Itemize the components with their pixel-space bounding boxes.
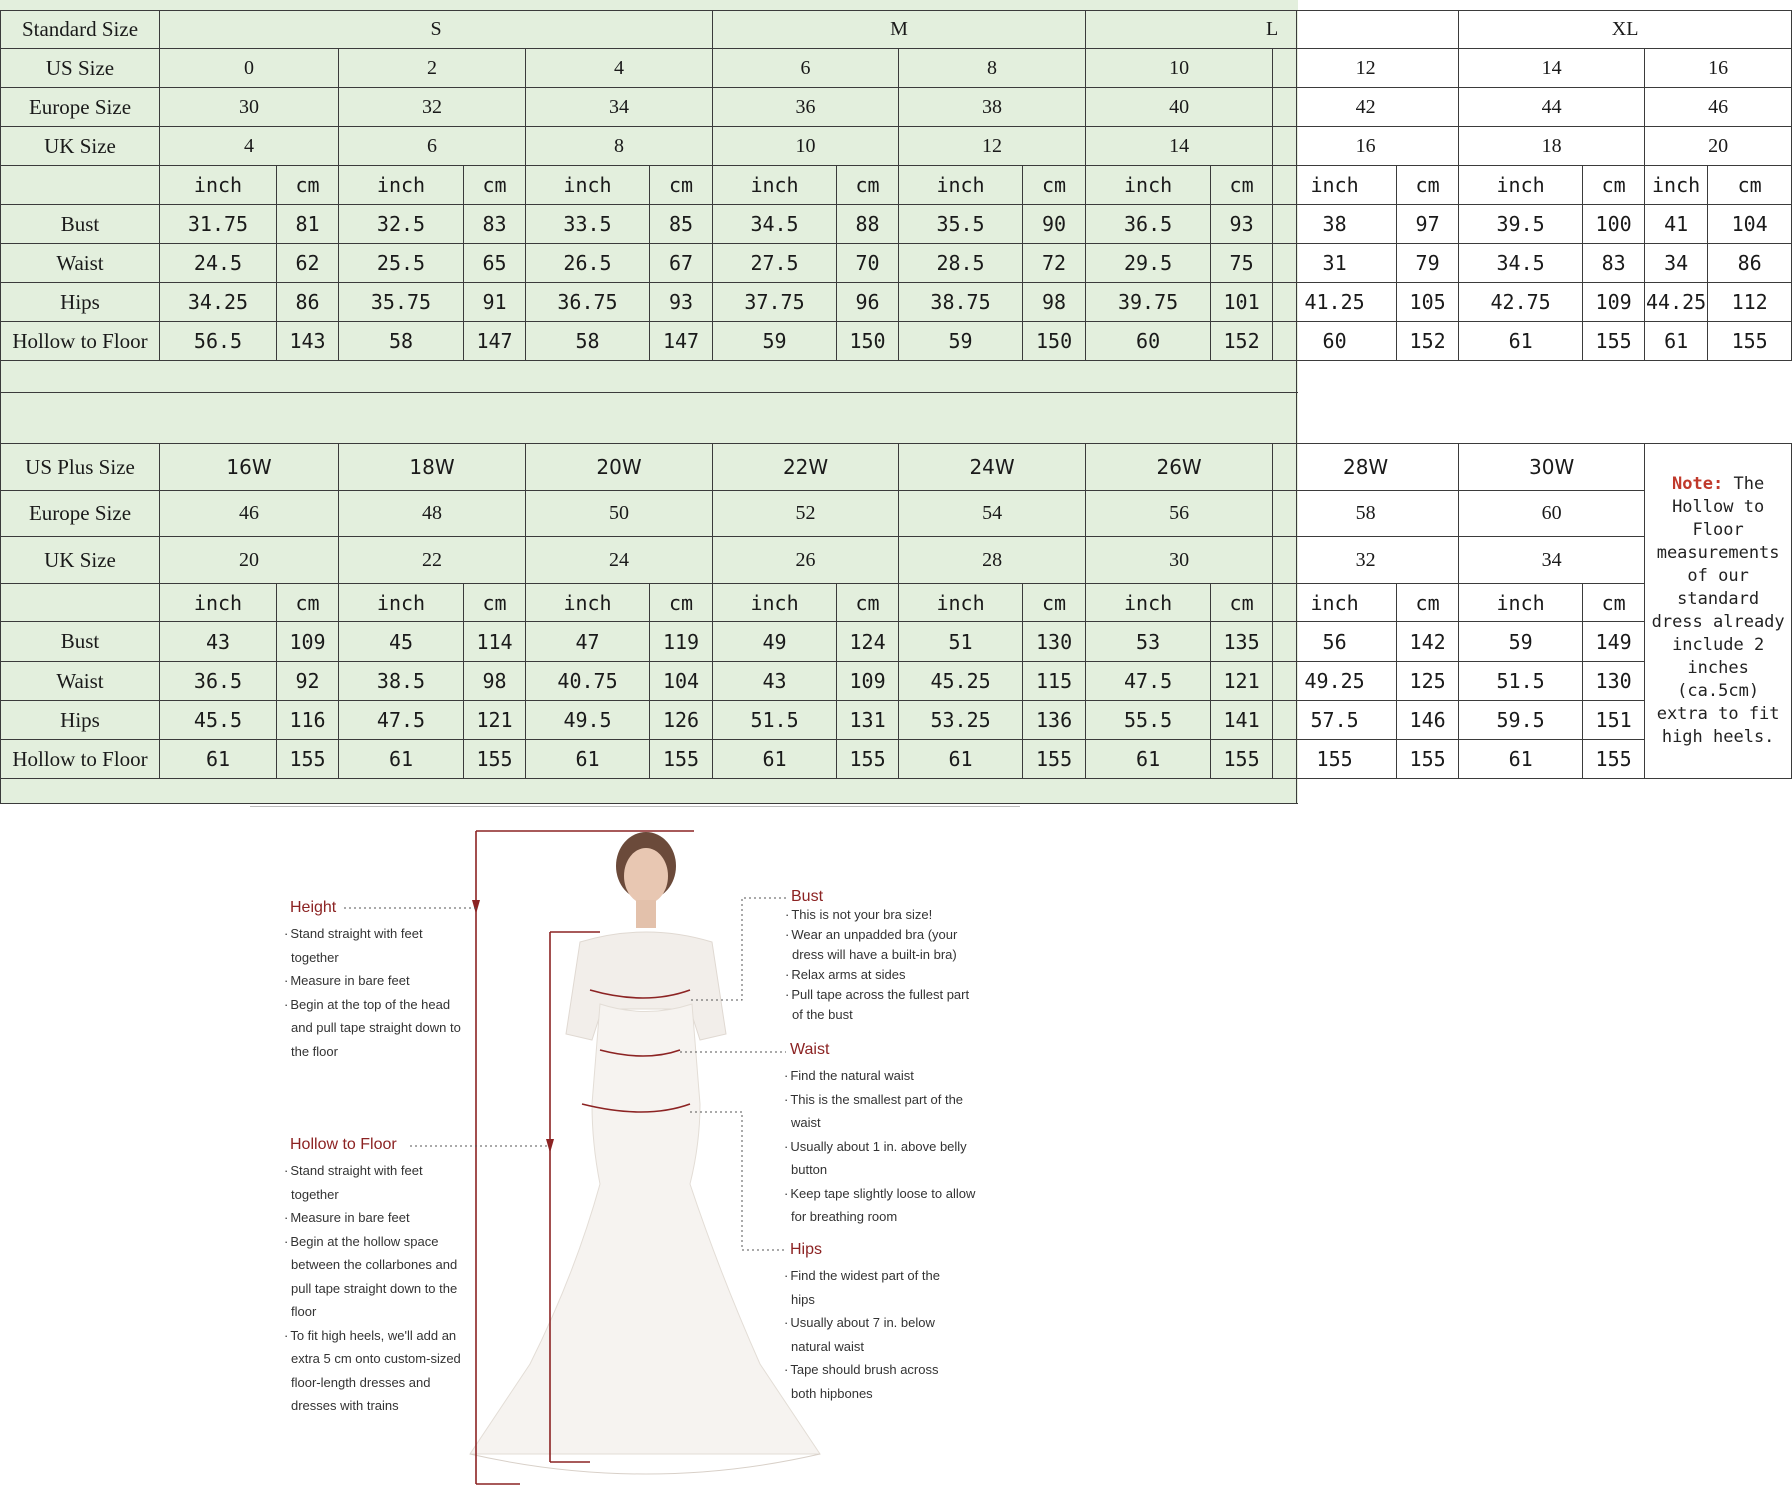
europe-size-cell: 58 (1273, 491, 1459, 537)
measure-cell: 38.75 (899, 283, 1023, 322)
measure-label: Bust (1, 622, 160, 662)
uk-size-cell: 22 (339, 537, 526, 584)
measure-cell: 155 (1708, 322, 1792, 361)
measure-cell: 130 (1583, 662, 1645, 701)
measurement-guide (0, 804, 1300, 1500)
measure-cell: 147 (464, 322, 526, 361)
measure-label: Waist (1, 662, 160, 701)
us-plus-cell: 26W (1086, 444, 1273, 491)
measure-cell: 45.5 (160, 701, 277, 740)
measure-row (1, 322, 1792, 361)
dress-illustration (0, 804, 1300, 1500)
measure-cell: 81 (277, 205, 339, 244)
measure-cell: 33.5 (526, 205, 650, 244)
measure-cell: 70 (837, 244, 899, 283)
units-row (1, 584, 1792, 622)
europe-size-cell: 48 (339, 491, 526, 537)
size-group-m: M (713, 11, 1086, 49)
europe-size-cell: 44 (1459, 88, 1645, 127)
measure-cell: 45.25 (899, 662, 1023, 701)
units-label (1, 584, 160, 622)
unit-inch: inch (339, 584, 464, 622)
uk-size-label: UK Size (1, 537, 160, 584)
waist-instruction: · Usually about 1 in. above belly button (784, 1135, 984, 1182)
measure-cell: 34.5 (713, 205, 837, 244)
europe-size-cell: 38 (899, 88, 1086, 127)
measure-cell: 38 (1273, 205, 1397, 244)
measure-cell: 40.75 (526, 662, 650, 701)
unit-cm: cm (837, 166, 899, 205)
measure-cell: 58 (339, 322, 464, 361)
unit-cm: cm (277, 584, 339, 622)
measure-cell: 62 (277, 244, 339, 283)
units-row (1, 166, 1792, 205)
europe-size-cell: 50 (526, 491, 713, 537)
us-size-cell: 6 (713, 49, 899, 88)
measure-cell: 88 (837, 205, 899, 244)
unit-cm: cm (1583, 166, 1645, 205)
waist-instruction: · This is the smallest part of the waist (784, 1088, 984, 1135)
standard-size-label: Standard Size (1, 11, 160, 49)
measure-cell: 65 (464, 244, 526, 283)
header-row (1, 11, 1792, 49)
measure-cell: 55.5 (1086, 701, 1211, 740)
measure-cell: 109 (837, 662, 899, 701)
measure-cell: 98 (1023, 283, 1086, 322)
measure-cell: 27.5 (713, 244, 837, 283)
unit-cm: cm (1397, 166, 1459, 205)
measure-cell: 31.75 (160, 205, 277, 244)
measure-cell: 98 (464, 662, 526, 701)
unit-inch: inch (713, 166, 837, 205)
measure-cell: 28.5 (899, 244, 1023, 283)
unit-inch: inch (1273, 584, 1397, 622)
unit-cm: cm (1708, 166, 1792, 205)
measure-row (1, 662, 1792, 701)
measure-cell: 57.5 (1273, 701, 1397, 740)
height-instruction: · Measure in bare feet (284, 969, 464, 993)
measure-cell: 41.25 (1273, 283, 1397, 322)
measure-cell: 105 (1397, 283, 1459, 322)
measure-cell: 155 (837, 740, 899, 779)
measure-cell: 149 (1583, 622, 1645, 662)
measure-cell: 155 (1583, 740, 1645, 779)
uk-size-label: UK Size (1, 127, 160, 166)
measure-cell: 114 (464, 622, 526, 662)
measure-cell: 56.5 (160, 322, 277, 361)
unit-cm: cm (1023, 584, 1086, 622)
measure-cell: 59.5 (1459, 701, 1583, 740)
bust-instruction: · Pull tape across the fullest part of the bust (785, 985, 975, 1025)
units-label (1, 166, 160, 205)
measure-cell: 142 (1397, 622, 1459, 662)
measure-cell: 104 (1708, 205, 1792, 244)
measure-cell: 121 (1211, 662, 1273, 701)
measure-cell: 49 (713, 622, 837, 662)
measure-cell: 59 (713, 322, 837, 361)
measure-row (1, 622, 1792, 662)
unit-cm: cm (1397, 584, 1459, 622)
measure-cell: 72 (1023, 244, 1086, 283)
uk-size-cell: 26 (713, 537, 899, 584)
unit-inch: inch (1273, 166, 1397, 205)
uk-size-cell: 32 (1273, 537, 1459, 584)
europe-size-label: Europe Size (1, 491, 160, 537)
measure-cell: 155 (464, 740, 526, 779)
us-size-cell: 2 (339, 49, 526, 88)
us-plus-cell: 30W (1459, 444, 1645, 491)
measure-cell: 131 (837, 701, 899, 740)
measure-cell: 61 (713, 740, 837, 779)
measure-cell: 143 (277, 322, 339, 361)
europe-size-cell: 46 (160, 491, 339, 537)
measure-cell: 67 (650, 244, 713, 283)
measure-cell: 155 (1583, 322, 1645, 361)
measure-cell: 97 (1397, 205, 1459, 244)
unit-inch: inch (713, 584, 837, 622)
measure-cell: 109 (277, 622, 339, 662)
measure-cell: 104 (650, 662, 713, 701)
measure-cell: 45 (339, 622, 464, 662)
unit-inch: inch (526, 584, 650, 622)
measure-cell: 112 (1708, 283, 1792, 322)
measure-cell: 85 (650, 205, 713, 244)
measure-cell: 136 (1023, 701, 1086, 740)
measure-cell: 51.5 (1459, 662, 1583, 701)
us-plus-cell: 20W (526, 444, 713, 491)
uk-size-cell: 6 (339, 127, 526, 166)
measure-cell: 101 (1211, 283, 1273, 322)
unit-inch: inch (1459, 166, 1583, 205)
us-plus-cell: 24W (899, 444, 1086, 491)
europe-size-cell: 42 (1273, 88, 1459, 127)
us-size-cell: 8 (899, 49, 1086, 88)
measure-cell: 83 (464, 205, 526, 244)
us-size-cell: 14 (1459, 49, 1645, 88)
measure-cell: 36.5 (160, 662, 277, 701)
measure-cell: 121 (464, 701, 526, 740)
us-size-label: US Size (1, 49, 160, 88)
europe-size-cell: 34 (526, 88, 713, 127)
measure-cell: 38.5 (339, 662, 464, 701)
measure-cell: 35.75 (339, 283, 464, 322)
measure-cell: 25.5 (339, 244, 464, 283)
waist-title: Waist (790, 1041, 830, 1058)
unit-cm: cm (464, 166, 526, 205)
measure-cell: 141 (1211, 701, 1273, 740)
unit-cm: cm (650, 584, 713, 622)
measure-label: Hips (1, 701, 160, 740)
measure-cell: 36.5 (1086, 205, 1211, 244)
europe-size-cell: 46 (1645, 88, 1792, 127)
measure-cell: 41 (1645, 205, 1708, 244)
measure-label: Hollow to Floor (1, 740, 160, 779)
hips-instruction: · Usually about 7 in. below natural waist (784, 1311, 964, 1358)
bust-instructions (785, 905, 975, 1025)
europe-size-cell: 54 (899, 491, 1086, 537)
measure-cell: 37.75 (713, 283, 837, 322)
us-plus-row (1, 444, 1792, 491)
uk-size-cell: 16 (1273, 127, 1459, 166)
unit-inch: inch (526, 166, 650, 205)
unit-inch: inch (1086, 166, 1211, 205)
europe-size-cell: 30 (160, 88, 339, 127)
measure-cell: 47.5 (1086, 662, 1211, 701)
hollow-instruction: · To fit high heels, we'll add an extra 5 cm onto custom-sized floor-length dresses and dresses with trains (284, 1324, 464, 1418)
measure-cell: 60 (1086, 322, 1211, 361)
measure-cell: 35.5 (899, 205, 1023, 244)
measure-cell: 61 (1459, 322, 1583, 361)
measure-cell: 61 (339, 740, 464, 779)
measure-label: Hips (1, 283, 160, 322)
divider (0, 392, 1298, 393)
us-plus-label: US Plus Size (1, 444, 160, 491)
hips-instructions (784, 1264, 964, 1405)
measure-cell: 152 (1397, 322, 1459, 361)
measure-cell: 61 (1645, 322, 1708, 361)
measure-cell: 60 (1273, 322, 1397, 361)
size-group-xl: XL (1459, 11, 1792, 49)
unit-inch: inch (899, 584, 1023, 622)
measure-cell: 124 (837, 622, 899, 662)
uk-size-cell: 12 (899, 127, 1086, 166)
measure-row (1, 244, 1792, 283)
measure-cell: 115 (1023, 662, 1086, 701)
measure-cell: 51.5 (713, 701, 837, 740)
measure-cell: 150 (1023, 322, 1086, 361)
unit-inch: inch (339, 166, 464, 205)
measure-cell: 58 (526, 322, 650, 361)
hollow-instructions (284, 1159, 464, 1418)
europe-size-cell: 60 (1459, 491, 1645, 537)
measure-cell: 49.5 (526, 701, 650, 740)
note-text: The Hollow to Floor measurements of our standard dress already include 2 inches (ca.5cm) extra to fit high heels. (1651, 474, 1785, 747)
hollow-instruction: · Stand straight with feet together (284, 1159, 464, 1206)
size-group-l: L (1086, 11, 1459, 49)
unit-cm: cm (464, 584, 526, 622)
measure-cell: 61 (526, 740, 650, 779)
measure-cell: 93 (1211, 205, 1273, 244)
unit-inch: inch (1459, 584, 1583, 622)
europe-size-row (1, 491, 1792, 537)
measure-cell: 125 (1397, 662, 1459, 701)
hollow-title: Hollow to Floor (290, 1136, 397, 1153)
unit-cm: cm (1023, 166, 1086, 205)
us-plus-cell: 28W (1273, 444, 1459, 491)
measure-cell: 34.5 (1459, 244, 1583, 283)
measure-cell: 61 (1459, 740, 1583, 779)
uk-size-cell: 4 (160, 127, 339, 166)
measure-cell: 155 (1211, 740, 1273, 779)
measure-cell: 61 (899, 740, 1023, 779)
measure-cell: 90 (1023, 205, 1086, 244)
us-plus-cell: 16W (160, 444, 339, 491)
unit-inch: inch (1086, 584, 1211, 622)
note-label: Note: (1672, 474, 1724, 494)
hollow-instruction: · Begin at the hollow space between the collarbones and pull tape straight down to the floor (284, 1230, 464, 1324)
measure-cell: 86 (1708, 244, 1792, 283)
measure-cell: 61 (160, 740, 277, 779)
measure-row (1, 205, 1792, 244)
measure-cell: 96 (837, 283, 899, 322)
measure-cell: 92 (277, 662, 339, 701)
measure-cell: 39.75 (1086, 283, 1211, 322)
measure-cell: 59 (899, 322, 1023, 361)
us-plus-cell: 22W (713, 444, 899, 491)
measure-cell: 36.75 (526, 283, 650, 322)
measure-cell: 51 (899, 622, 1023, 662)
measure-cell: 34.25 (160, 283, 277, 322)
us-size-cell: 0 (160, 49, 339, 88)
unit-cm: cm (650, 166, 713, 205)
plus-size-table (0, 443, 1792, 779)
unit-inch: inch (899, 166, 1023, 205)
waist-instructions (784, 1064, 984, 1229)
unit-inch: inch (160, 584, 277, 622)
height-title: Height (290, 899, 337, 916)
measure-cell: 44.25 (1645, 283, 1708, 322)
measure-row (1, 740, 1792, 779)
us-size-cell: 10 (1086, 49, 1273, 88)
uk-size-cell: 8 (526, 127, 713, 166)
unit-inch: inch (1645, 166, 1708, 205)
waist-instruction: · Keep tape slightly loose to allow for breathing room (784, 1182, 984, 1229)
uk-size-cell: 24 (526, 537, 713, 584)
measure-cell: 155 (650, 740, 713, 779)
measure-cell: 75 (1211, 244, 1273, 283)
measure-cell: 130 (1023, 622, 1086, 662)
uk-size-cell: 18 (1459, 127, 1645, 166)
uk-size-cell: 20 (160, 537, 339, 584)
height-instruction: · Stand straight with feet together (284, 922, 464, 969)
measure-row (1, 701, 1792, 740)
europe-size-cell: 56 (1086, 491, 1273, 537)
measure-label: Hollow to Floor (1, 322, 160, 361)
height-instructions (284, 922, 464, 1063)
measure-cell: 155 (1397, 740, 1459, 779)
measure-cell: 152 (1211, 322, 1273, 361)
bust-instruction: · Relax arms at sides (785, 965, 975, 985)
measure-cell: 47.5 (339, 701, 464, 740)
europe-size-cell: 40 (1086, 88, 1273, 127)
measure-cell: 31 (1273, 244, 1397, 283)
europe-size-cell: 52 (713, 491, 899, 537)
size-group-s: S (160, 11, 713, 49)
measure-cell: 32.5 (339, 205, 464, 244)
europe-size-cell: 36 (713, 88, 899, 127)
uk-size-cell: 14 (1086, 127, 1273, 166)
measure-cell: 109 (1583, 283, 1645, 322)
waist-instruction: · Find the natural waist (784, 1064, 984, 1088)
hips-title: Hips (790, 1241, 823, 1258)
measure-cell: 151 (1583, 701, 1645, 740)
measure-cell: 34 (1645, 244, 1708, 283)
measure-cell: 43 (713, 662, 837, 701)
measure-arrows (472, 900, 554, 1153)
bust-instruction: · Wear an unpadded bra (your dress will have a built-in bra) (785, 925, 975, 965)
hips-instruction: · Tape should brush across both hipbones (784, 1358, 964, 1405)
measure-cell: 146 (1397, 701, 1459, 740)
measure-label: Bust (1, 205, 160, 244)
uk-size-row (1, 537, 1792, 584)
uk-size-cell: 20 (1645, 127, 1792, 166)
europe-size-row (1, 88, 1792, 127)
uk-size-cell: 30 (1086, 537, 1273, 584)
measure-cell: 42.75 (1459, 283, 1583, 322)
measure-cell: 83 (1583, 244, 1645, 283)
measure-cell: 79 (1397, 244, 1459, 283)
measure-cell: 116 (277, 701, 339, 740)
measure-cell: 29.5 (1086, 244, 1211, 283)
measure-cell: 91 (464, 283, 526, 322)
us-size-cell: 16 (1645, 49, 1792, 88)
measure-cell: 155 (277, 740, 339, 779)
measure-cell: 126 (650, 701, 713, 740)
measure-row (1, 283, 1792, 322)
uk-size-cell: 28 (899, 537, 1086, 584)
measure-cell: 150 (837, 322, 899, 361)
uk-size-cell: 34 (1459, 537, 1645, 584)
measure-cell: 43 (160, 622, 277, 662)
unit-cm: cm (277, 166, 339, 205)
unit-cm: cm (1211, 166, 1273, 205)
measure-cell: 86 (277, 283, 339, 322)
measure-cell: 155 (1273, 740, 1397, 779)
us-plus-cell: 18W (339, 444, 526, 491)
us-size-row (1, 49, 1792, 88)
measure-cell: 100 (1583, 205, 1645, 244)
unit-cm: cm (1211, 584, 1273, 622)
bust-instruction: · This is not your bra size! (785, 905, 975, 925)
measure-cell: 119 (650, 622, 713, 662)
note-cell (1645, 444, 1792, 779)
standard-size-table (0, 10, 1792, 361)
measure-cell: 61 (1086, 740, 1211, 779)
measure-cell: 59 (1459, 622, 1583, 662)
europe-size-cell: 32 (339, 88, 526, 127)
dress-figure (470, 832, 823, 1474)
us-size-cell: 4 (526, 49, 713, 88)
measure-cell: 53.25 (899, 701, 1023, 740)
measure-cell: 147 (650, 322, 713, 361)
height-instruction: · Begin at the top of the head and pull tape straight down to the floor (284, 993, 464, 1064)
measure-cell: 135 (1211, 622, 1273, 662)
measure-cell: 53 (1086, 622, 1211, 662)
measure-cell: 49.25 (1273, 662, 1397, 701)
uk-size-cell: 10 (713, 127, 899, 166)
measure-cell: 47 (526, 622, 650, 662)
hips-instruction: · Find the widest part of the hips (784, 1264, 964, 1311)
measure-label: Waist (1, 244, 160, 283)
measure-cell: 24.5 (160, 244, 277, 283)
measure-cell: 155 (1023, 740, 1086, 779)
us-size-cell: 12 (1273, 49, 1459, 88)
measure-cell: 26.5 (526, 244, 650, 283)
measure-cell: 93 (650, 283, 713, 322)
europe-size-label: Europe Size (1, 88, 160, 127)
unit-cm: cm (1583, 584, 1645, 622)
measure-cell: 39.5 (1459, 205, 1583, 244)
hollow-instruction: · Measure in bare feet (284, 1206, 464, 1230)
bust-title: Bust (791, 888, 824, 905)
unit-cm: cm (837, 584, 899, 622)
uk-size-row (1, 127, 1792, 166)
measure-cell: 56 (1273, 622, 1397, 662)
unit-inch: inch (160, 166, 277, 205)
